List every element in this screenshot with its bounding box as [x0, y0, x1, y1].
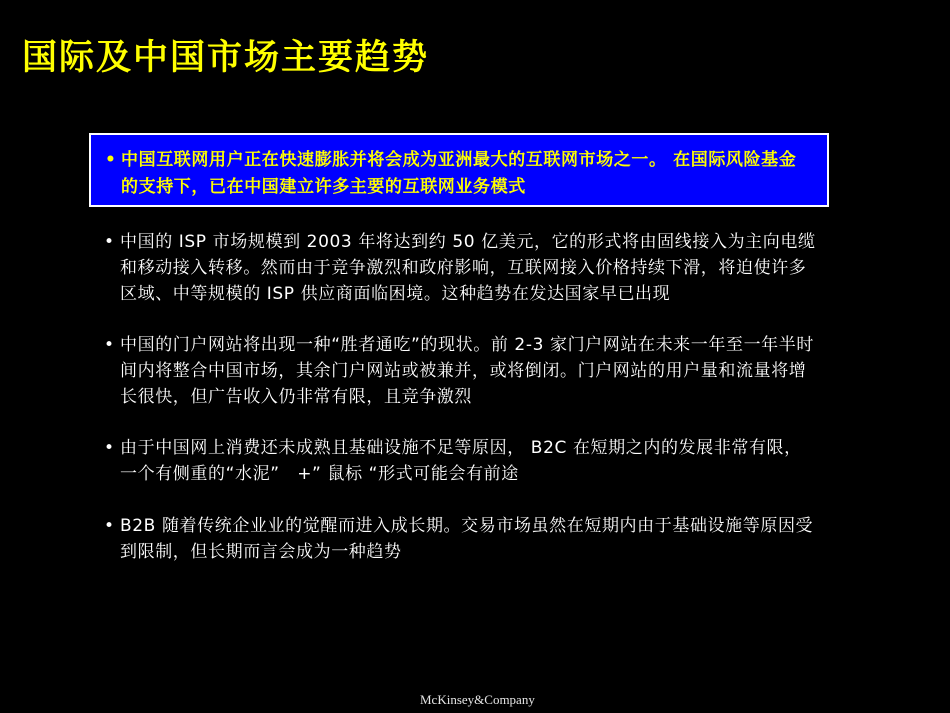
bullet-text: 中国的 ISP 市场规模到 2003 年将达到约 50 亿美元，它的形式将由固线接入为主向电缆和移动接入转移。然而由于竞争激烈和政府影响，互联网接入价格持续下滑，将迫使许多区域、中等规模的 ISP 供应商面临困境。这种趋势在发达国家早已出现 [120, 232, 816, 304]
highlight-text: 中国互联网用户正在快速膨胀并将会成为亚洲最大的互联网市场之一。 在国际风险基金的支持下，已在中国建立许多主要的互联网业务模式 [121, 150, 797, 197]
bullet-item-b2b [104, 513, 816, 565]
bullet-dot: • [104, 232, 115, 252]
bullet-text: 由于中国网上消费还未成熟且基础设施不足等原因， B2C 在短期之内的发展非常有限，一个有侧重的“水泥” +” 鼠标 “形式可能会有前途 [120, 438, 802, 484]
highlight-bullet [105, 147, 813, 201]
bullet-dot: • [104, 516, 115, 536]
bullet-item-isp [104, 229, 816, 307]
bullet-list [104, 229, 816, 590]
highlight-box [89, 133, 829, 207]
slide-title: 国际及中国市场主要趋势 [22, 38, 430, 78]
bullet-dot: • [104, 438, 115, 458]
bullet-dot: • [105, 150, 117, 170]
bullet-dot: • [104, 335, 115, 355]
bullet-item-portal [104, 332, 816, 410]
bullet-item-b2c [104, 435, 816, 487]
company-logo: McKinsey&Company [420, 692, 535, 707]
bullet-text: 中国的门户网站将出现一种“胜者通吃”的现状。前 2-3 家门户网站在未来一年至一年半时间内将整合中国市场，其余门户网站或被兼并，或将倒闭。门户网站的用户量和流量将增长很快，但广告收入仍非常有限，且竞争激烈 [120, 335, 814, 407]
bullet-text: B2B 随着传统企业业的觉醒而进入成长期。交易市场虽然在短期内由于基础设施等原因受到限制，但长期而言会成为一种趋势 [120, 516, 814, 562]
